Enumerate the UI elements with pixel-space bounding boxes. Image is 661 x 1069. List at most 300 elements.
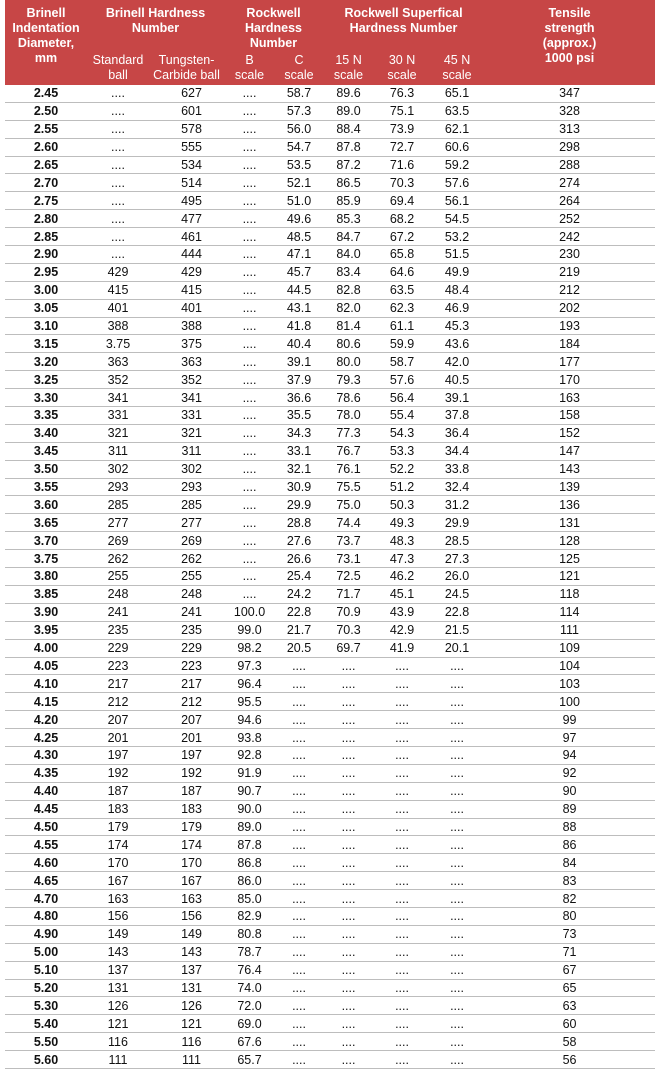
tungsten-carbide-ball-cell: 116 [149,1033,224,1051]
standard-ball-cell: 293 [87,478,149,496]
30n-scale-cell: .... [374,997,430,1015]
b-scale-cell: 86.8 [224,854,275,872]
tensile-strength-cell: 63 [484,997,655,1015]
tensile-strength-cell: 298 [484,138,655,156]
30n-scale-cell: 65.8 [374,246,430,264]
30n-scale-cell: .... [374,675,430,693]
tungsten-carbide-ball-cell: 174 [149,836,224,854]
30n-scale-cell: 62.3 [374,299,430,317]
45n-scale-cell: .... [430,782,484,800]
table-row [5,836,655,854]
15n-scale-cell: 82.0 [323,299,374,317]
45n-scale-cell: 33.8 [430,460,484,478]
15n-scale-cell: 76.1 [323,460,374,478]
tensile-strength-cell: 83 [484,872,655,890]
standard-ball-cell: 187 [87,782,149,800]
standard-ball-cell: .... [87,120,149,138]
c-scale-cell: .... [275,872,323,890]
table-row [5,532,655,550]
15n-scale-cell: 71.7 [323,585,374,603]
45n-scale-cell: 24.5 [430,585,484,603]
30n-scale-cell: 64.6 [374,263,430,281]
15n-scale-cell: .... [323,890,374,908]
c-scale-cell: .... [275,746,323,764]
diameter-cell: 4.40 [5,782,87,800]
diameter-cell: 3.85 [5,585,87,603]
c-scale-cell: 32.1 [275,460,323,478]
tensile-strength-cell: 230 [484,246,655,264]
c-scale-cell: 45.7 [275,263,323,281]
tungsten-carbide-ball-cell: 388 [149,317,224,335]
tungsten-carbide-ball-cell: 302 [149,460,224,478]
standard-ball-cell: 341 [87,389,149,407]
45n-scale-cell: 45.3 [430,317,484,335]
diameter-cell: 5.20 [5,979,87,997]
45n-scale-cell: .... [430,1033,484,1051]
30n-scale-cell: .... [374,1033,430,1051]
table-header [5,0,655,85]
standard-ball-cell: .... [87,138,149,156]
table-row [5,907,655,925]
b-scale-cell: 97.3 [224,657,275,675]
tensile-strength-cell: 65 [484,979,655,997]
30n-scale-cell: 41.9 [374,639,430,657]
diameter-cell: 5.10 [5,961,87,979]
subheader-c-scale: C scale [275,51,323,85]
diameter-cell: 3.20 [5,353,87,371]
tungsten-carbide-ball-cell: 121 [149,1015,224,1033]
table-row [5,138,655,156]
15n-scale-cell: .... [323,729,374,747]
c-scale-cell: 44.5 [275,281,323,299]
standard-ball-cell: 149 [87,925,149,943]
15n-scale-cell: .... [323,693,374,711]
standard-ball-cell: 321 [87,424,149,442]
tungsten-carbide-ball-cell: 212 [149,693,224,711]
tensile-strength-cell: 103 [484,675,655,693]
15n-scale-cell: 84.7 [323,228,374,246]
table-row [5,550,655,568]
tungsten-carbide-ball-cell: 223 [149,657,224,675]
header-diameter: Brinell Indentation Diameter, mm [5,0,87,85]
45n-scale-cell: 46.9 [430,299,484,317]
15n-scale-cell: 83.4 [323,263,374,281]
table-row [5,890,655,908]
45n-scale-cell: 42.0 [430,353,484,371]
30n-scale-cell: 48.3 [374,532,430,550]
standard-ball-cell: 137 [87,961,149,979]
table-row [5,317,655,335]
hardness-conversion-table [5,0,655,1069]
30n-scale-cell: .... [374,782,430,800]
tungsten-carbide-ball-cell: 269 [149,532,224,550]
c-scale-cell: .... [275,1051,323,1069]
c-scale-cell: 27.6 [275,532,323,550]
15n-scale-cell: 78.0 [323,407,374,425]
standard-ball-cell: 183 [87,800,149,818]
c-scale-cell: 49.6 [275,210,323,228]
diameter-cell: 2.85 [5,228,87,246]
table-row [5,693,655,711]
table-row [5,371,655,389]
table-row [5,746,655,764]
standard-ball-cell: .... [87,174,149,192]
30n-scale-cell: 59.9 [374,335,430,353]
diameter-cell: 5.50 [5,1033,87,1051]
30n-scale-cell: .... [374,854,430,872]
tungsten-carbide-ball-cell: 534 [149,156,224,174]
30n-scale-cell: .... [374,872,430,890]
45n-scale-cell: 65.1 [430,85,484,102]
b-scale-cell: 76.4 [224,961,275,979]
tungsten-carbide-ball-cell: 401 [149,299,224,317]
diameter-cell: 2.80 [5,210,87,228]
45n-scale-cell: 60.6 [430,138,484,156]
c-scale-cell: 21.7 [275,621,323,639]
30n-scale-cell: 55.4 [374,407,430,425]
tensile-strength-cell: 136 [484,496,655,514]
tensile-strength-cell: 92 [484,764,655,782]
table-row [5,496,655,514]
b-scale-cell: .... [224,532,275,550]
tungsten-carbide-ball-cell: 248 [149,585,224,603]
tungsten-carbide-ball-cell: 235 [149,621,224,639]
b-scale-cell: 98.2 [224,639,275,657]
c-scale-cell: 57.3 [275,102,323,120]
diameter-cell: 3.75 [5,550,87,568]
tungsten-carbide-ball-cell: 293 [149,478,224,496]
diameter-cell: 3.05 [5,299,87,317]
standard-ball-cell: 285 [87,496,149,514]
c-scale-cell: 35.5 [275,407,323,425]
c-scale-cell: .... [275,818,323,836]
30n-scale-cell: .... [374,836,430,854]
15n-scale-cell: 69.7 [323,639,374,657]
table-row [5,460,655,478]
diameter-cell: 3.45 [5,442,87,460]
subheader-30n-scale: 30 N scale [374,51,430,85]
table-row [5,299,655,317]
table-row [5,210,655,228]
b-scale-cell: .... [224,478,275,496]
tensile-strength-cell: 170 [484,371,655,389]
standard-ball-cell: 401 [87,299,149,317]
standard-ball-cell: 192 [87,764,149,782]
45n-scale-cell: .... [430,711,484,729]
15n-scale-cell: 84.0 [323,246,374,264]
standard-ball-cell: 429 [87,263,149,281]
table-row [5,729,655,747]
15n-scale-cell: .... [323,800,374,818]
diameter-cell: 4.60 [5,854,87,872]
c-scale-cell: .... [275,764,323,782]
b-scale-cell: .... [224,424,275,442]
diameter-cell: 4.80 [5,907,87,925]
tungsten-carbide-ball-cell: 461 [149,228,224,246]
diameter-cell: 4.45 [5,800,87,818]
standard-ball-cell: 388 [87,317,149,335]
b-scale-cell: 80.8 [224,925,275,943]
diameter-cell: 4.10 [5,675,87,693]
tungsten-carbide-ball-cell: 192 [149,764,224,782]
45n-scale-cell: .... [430,907,484,925]
tensile-strength-cell: 97 [484,729,655,747]
b-scale-cell: .... [224,174,275,192]
diameter-cell: 2.65 [5,156,87,174]
b-scale-cell: 91.9 [224,764,275,782]
30n-scale-cell: 68.2 [374,210,430,228]
45n-scale-cell: .... [430,675,484,693]
b-scale-cell: 90.7 [224,782,275,800]
15n-scale-cell: .... [323,836,374,854]
c-scale-cell: .... [275,711,323,729]
15n-scale-cell: .... [323,764,374,782]
b-scale-cell: .... [224,85,275,102]
diameter-cell: 3.35 [5,407,87,425]
diameter-cell: 4.50 [5,818,87,836]
45n-scale-cell: 59.2 [430,156,484,174]
b-scale-cell: .... [224,263,275,281]
diameter-cell: 3.25 [5,371,87,389]
tungsten-carbide-ball-cell: 277 [149,514,224,532]
b-scale-cell: 99.0 [224,621,275,639]
standard-ball-cell: 311 [87,442,149,460]
45n-scale-cell: .... [430,800,484,818]
b-scale-cell: .... [224,550,275,568]
diameter-cell: 3.15 [5,335,87,353]
30n-scale-cell: 69.4 [374,192,430,210]
15n-scale-cell: 86.5 [323,174,374,192]
tensile-strength-cell: 152 [484,424,655,442]
tensile-strength-cell: 121 [484,568,655,586]
30n-scale-cell: 49.3 [374,514,430,532]
standard-ball-cell: 116 [87,1033,149,1051]
standard-ball-cell: 167 [87,872,149,890]
b-scale-cell: .... [224,246,275,264]
c-scale-cell: .... [275,854,323,872]
table-row [5,675,655,693]
15n-scale-cell: .... [323,818,374,836]
15n-scale-cell: 79.3 [323,371,374,389]
b-scale-cell: .... [224,156,275,174]
15n-scale-cell: .... [323,782,374,800]
table-row [5,442,655,460]
table-row [5,961,655,979]
15n-scale-cell: 76.7 [323,442,374,460]
45n-scale-cell: .... [430,997,484,1015]
diameter-cell: 4.20 [5,711,87,729]
15n-scale-cell: 78.6 [323,389,374,407]
15n-scale-cell: 74.4 [323,514,374,532]
15n-scale-cell: 89.0 [323,102,374,120]
diameter-cell: 4.00 [5,639,87,657]
tensile-strength-cell: 111 [484,621,655,639]
tensile-strength-cell: 88 [484,818,655,836]
tensile-strength-cell: 193 [484,317,655,335]
standard-ball-cell: .... [87,85,149,102]
standard-ball-cell: 217 [87,675,149,693]
c-scale-cell: 40.4 [275,335,323,353]
standard-ball-cell: 201 [87,729,149,747]
c-scale-cell: 33.1 [275,442,323,460]
standard-ball-cell: 3.75 [87,335,149,353]
subheader-15n-scale: 15 N scale [323,51,374,85]
tungsten-carbide-ball-cell: 321 [149,424,224,442]
tungsten-carbide-ball-cell: 255 [149,568,224,586]
30n-scale-cell: .... [374,979,430,997]
15n-scale-cell: .... [323,1033,374,1051]
tensile-strength-cell: 264 [484,192,655,210]
c-scale-cell: .... [275,961,323,979]
diameter-cell: 3.00 [5,281,87,299]
table-row [5,782,655,800]
table-row [5,854,655,872]
tensile-strength-cell: 58 [484,1033,655,1051]
table-row [5,424,655,442]
15n-scale-cell: 87.2 [323,156,374,174]
tungsten-carbide-ball-cell: 601 [149,102,224,120]
tensile-strength-cell: 202 [484,299,655,317]
tungsten-carbide-ball-cell: 555 [149,138,224,156]
diameter-cell: 4.30 [5,746,87,764]
b-scale-cell: 92.8 [224,746,275,764]
45n-scale-cell: .... [430,818,484,836]
tungsten-carbide-ball-cell: 311 [149,442,224,460]
45n-scale-cell: .... [430,746,484,764]
tungsten-carbide-ball-cell: 170 [149,854,224,872]
standard-ball-cell: 121 [87,1015,149,1033]
15n-scale-cell: .... [323,872,374,890]
45n-scale-cell: .... [430,836,484,854]
15n-scale-cell: 77.3 [323,424,374,442]
standard-ball-cell: 269 [87,532,149,550]
tensile-strength-cell: 347 [484,85,655,102]
table-row [5,514,655,532]
45n-scale-cell: .... [430,979,484,997]
b-scale-cell: 94.6 [224,711,275,729]
45n-scale-cell: 31.2 [430,496,484,514]
30n-scale-cell: 46.2 [374,568,430,586]
15n-scale-cell: 87.8 [323,138,374,156]
b-scale-cell: .... [224,335,275,353]
tensile-strength-cell: 139 [484,478,655,496]
subheader-45n-scale: 45 N scale [430,51,484,85]
subheader-tungsten-carbide-ball: Tungsten-Carbide ball [149,51,224,85]
diameter-cell: 5.00 [5,943,87,961]
table-body [5,85,655,1068]
table-row [5,997,655,1015]
tungsten-carbide-ball-cell: 207 [149,711,224,729]
15n-scale-cell: .... [323,1051,374,1069]
table-row [5,246,655,264]
30n-scale-cell: 73.9 [374,120,430,138]
table-row [5,102,655,120]
45n-scale-cell: .... [430,890,484,908]
header-rockwell: Rockwell Hardness Number [224,0,323,51]
45n-scale-cell: .... [430,872,484,890]
standard-ball-cell: .... [87,102,149,120]
c-scale-cell: .... [275,657,323,675]
c-scale-cell: 29.9 [275,496,323,514]
diameter-cell: 5.30 [5,997,87,1015]
15n-scale-cell: 88.4 [323,120,374,138]
c-scale-cell: 41.8 [275,317,323,335]
c-scale-cell: .... [275,943,323,961]
tungsten-carbide-ball-cell: 156 [149,907,224,925]
table-row [5,156,655,174]
30n-scale-cell: .... [374,943,430,961]
45n-scale-cell: 22.8 [430,603,484,621]
b-scale-cell: .... [224,192,275,210]
c-scale-cell: 28.8 [275,514,323,532]
30n-scale-cell: .... [374,764,430,782]
c-scale-cell: .... [275,782,323,800]
45n-scale-cell: 20.1 [430,639,484,657]
15n-scale-cell: .... [323,711,374,729]
30n-scale-cell: 75.1 [374,102,430,120]
30n-scale-cell: .... [374,907,430,925]
standard-ball-cell: 352 [87,371,149,389]
45n-scale-cell: .... [430,1051,484,1069]
standard-ball-cell: 197 [87,746,149,764]
b-scale-cell: 78.7 [224,943,275,961]
30n-scale-cell: .... [374,657,430,675]
c-scale-cell: .... [275,925,323,943]
table-row [5,85,655,102]
15n-scale-cell: 75.0 [323,496,374,514]
tungsten-carbide-ball-cell: 375 [149,335,224,353]
b-scale-cell: 96.4 [224,675,275,693]
tungsten-carbide-ball-cell: 187 [149,782,224,800]
diameter-cell: 2.75 [5,192,87,210]
standard-ball-cell: 156 [87,907,149,925]
tungsten-carbide-ball-cell: 126 [149,997,224,1015]
tungsten-carbide-ball-cell: 217 [149,675,224,693]
45n-scale-cell: 62.1 [430,120,484,138]
b-scale-cell: 65.7 [224,1051,275,1069]
15n-scale-cell: .... [323,657,374,675]
45n-scale-cell: 39.1 [430,389,484,407]
15n-scale-cell: 70.3 [323,621,374,639]
c-scale-cell: 43.1 [275,299,323,317]
c-scale-cell: 47.1 [275,246,323,264]
30n-scale-cell: .... [374,1015,430,1033]
15n-scale-cell: 80.6 [323,335,374,353]
45n-scale-cell: 49.9 [430,263,484,281]
45n-scale-cell: 29.9 [430,514,484,532]
standard-ball-cell: 143 [87,943,149,961]
tungsten-carbide-ball-cell: 415 [149,281,224,299]
tungsten-carbide-ball-cell: 495 [149,192,224,210]
30n-scale-cell: .... [374,693,430,711]
b-scale-cell: .... [224,299,275,317]
45n-scale-cell: 28.5 [430,532,484,550]
table-row [5,603,655,621]
tensile-strength-cell: 125 [484,550,655,568]
diameter-cell: 4.15 [5,693,87,711]
diameter-cell: 3.30 [5,389,87,407]
30n-scale-cell: 58.7 [374,353,430,371]
30n-scale-cell: .... [374,711,430,729]
15n-scale-cell: 89.6 [323,85,374,102]
c-scale-cell: 39.1 [275,353,323,371]
45n-scale-cell: 36.4 [430,424,484,442]
15n-scale-cell: 81.4 [323,317,374,335]
table-row [5,389,655,407]
table-row [5,639,655,657]
15n-scale-cell: .... [323,1015,374,1033]
standard-ball-cell: 207 [87,711,149,729]
